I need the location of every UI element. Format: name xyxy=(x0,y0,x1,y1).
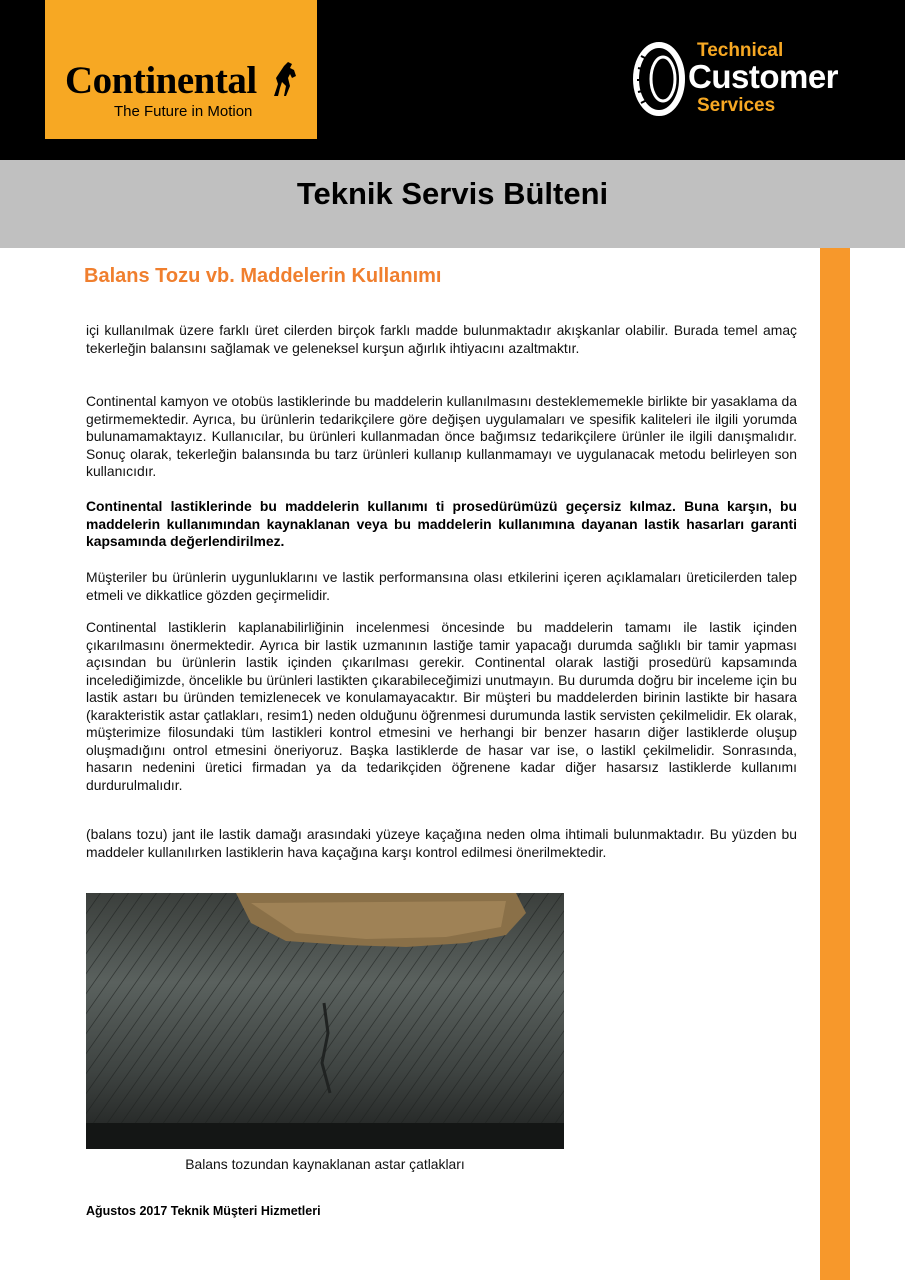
paragraph-air-leak: (balans tozu) jant ile lastik damağı arasındaki yüzeye kaçağına neden olma ihtimali bulunmaktadır. Bu yüzden bu maddeler kullanılırken lastiklerin hava kaçağına karşı kontrol edilmesi önerilmektedir. xyxy=(86,826,797,860)
title-bar xyxy=(0,160,905,248)
paragraph-policy: Continental kamyon ve otobüs lastiklerinde bu maddelerin kullanılmasını desteklememekle birlikte bir yasaklama da getirmemektedir. Ayrıca, bu ürünlerin tedarikçilere göre değişen uygulamaları ve spesifik kaliteleri ile ilgili yorumda bulunamamaktayız. Kullanıcılar, bu ürünleri kullanmadan önce bağımsız tedarikçilere ürünler ile ilgili danışmalıdır. Sonuç olarak, tekerleğin balansında bu tarz ürünleri kullanıp kullanmamayı ve uygulanacak metodu belirleyen son kullanıcıdır. xyxy=(86,393,797,479)
footer-date-department: Ağustos 2017 Teknik Müşteri Hizmetleri xyxy=(86,1204,321,1218)
tcs-customer-text: Customer xyxy=(688,58,839,95)
continental-logo xyxy=(45,0,317,139)
horse-icon xyxy=(270,60,300,98)
orange-side-stripe xyxy=(820,248,850,1280)
photo-caption: Balans tozundan kaynaklanan astar çatlakları xyxy=(185,1156,465,1172)
paragraph-customers: Müşteriler bu ürünlerin uygunluklarını ve lastik performansına olası etkilerini içeren açıklamaları üreticilerden talep etmeli ve dikkatlice gözden geçirmelidir. xyxy=(86,569,797,603)
logo-tagline: The Future in Motion xyxy=(114,103,253,120)
header-bar xyxy=(0,0,905,160)
tire-icon xyxy=(633,42,685,116)
paragraph-inspection: Continental lastiklerin kaplanabilirliğinin incelenmesi öncesinde bu maddelerin tamamı ile lastik içinden çıkarılmasını önermektedir. Ayrıca bir lastik uzmanının lastiğe tamir yapacağı durumda sağlıklı bir tamir yapması açısından bu ürünlerin lastik içinden çıkarılması gerekir. Continental olarak lastiği prosedürü kapsamında incelediğimizde, öncelikle bu ürünleri lastikten çıkarabileceğimizi unutmayın. Bu durumda doğru bir inceleme için bu lastik astarı bu üründen temizlenecek ve konulamayacaktır. Bir müşteri bu maddelerden birinin lastikte bir hasara (karakteristik astar çatlakları, resim1) neden olduğunu öğrenmesi durumunda lastik servisten çekilmelidir. Ek olarak, müşterimize filosundaki tüm lastikleri kontrol etmesini ve herhangi bir benzer hasarın diğer lastiklerde oluşup oluşmadığını ontrol etmesini öneriyoruz. Başka lastiklerde de hasar var ise, o lastikl çekilmelidir. Sonrasında, hasarın nedenini üretici firmadan ya da tedarikçiden öğrenene kadar diğer hasarsız lastiklerde kullanımı durdurulmalıdır. xyxy=(86,619,797,793)
section-heading: Balans Tozu vb. Maddelerin Kullanımı xyxy=(84,265,442,287)
tire-liner-crack-photo xyxy=(86,893,564,1149)
technical-customer-services-logo xyxy=(630,38,839,128)
logo-wordmark: Continental xyxy=(65,59,257,102)
tcs-services-text: Services xyxy=(697,95,776,116)
paragraph-intro: içi kullanılmak üzere farklı üret cilerden birçok farklı madde bulunmaktadır akışkanlar olabilir. Burada temel amaç tekerleğin balansını sağlamak ve geleneksel kurşun ağırlık ihtiyacını azaltmaktır. xyxy=(86,322,797,356)
tcs-technical-text: Technical xyxy=(697,40,784,61)
paragraph-warranty: Continental lastiklerinde bu maddelerin kullanımı ti prosedürümüzü geçersiz kılmaz. Buna karşın, bu maddelerin kullanımından kaynaklanan veya bu maddelerin kullanımına dayanan lastik hasarları garanti kapsamında değerlendirilmez. xyxy=(86,498,797,549)
page-title: Teknik Servis Bülteni xyxy=(296,176,609,211)
